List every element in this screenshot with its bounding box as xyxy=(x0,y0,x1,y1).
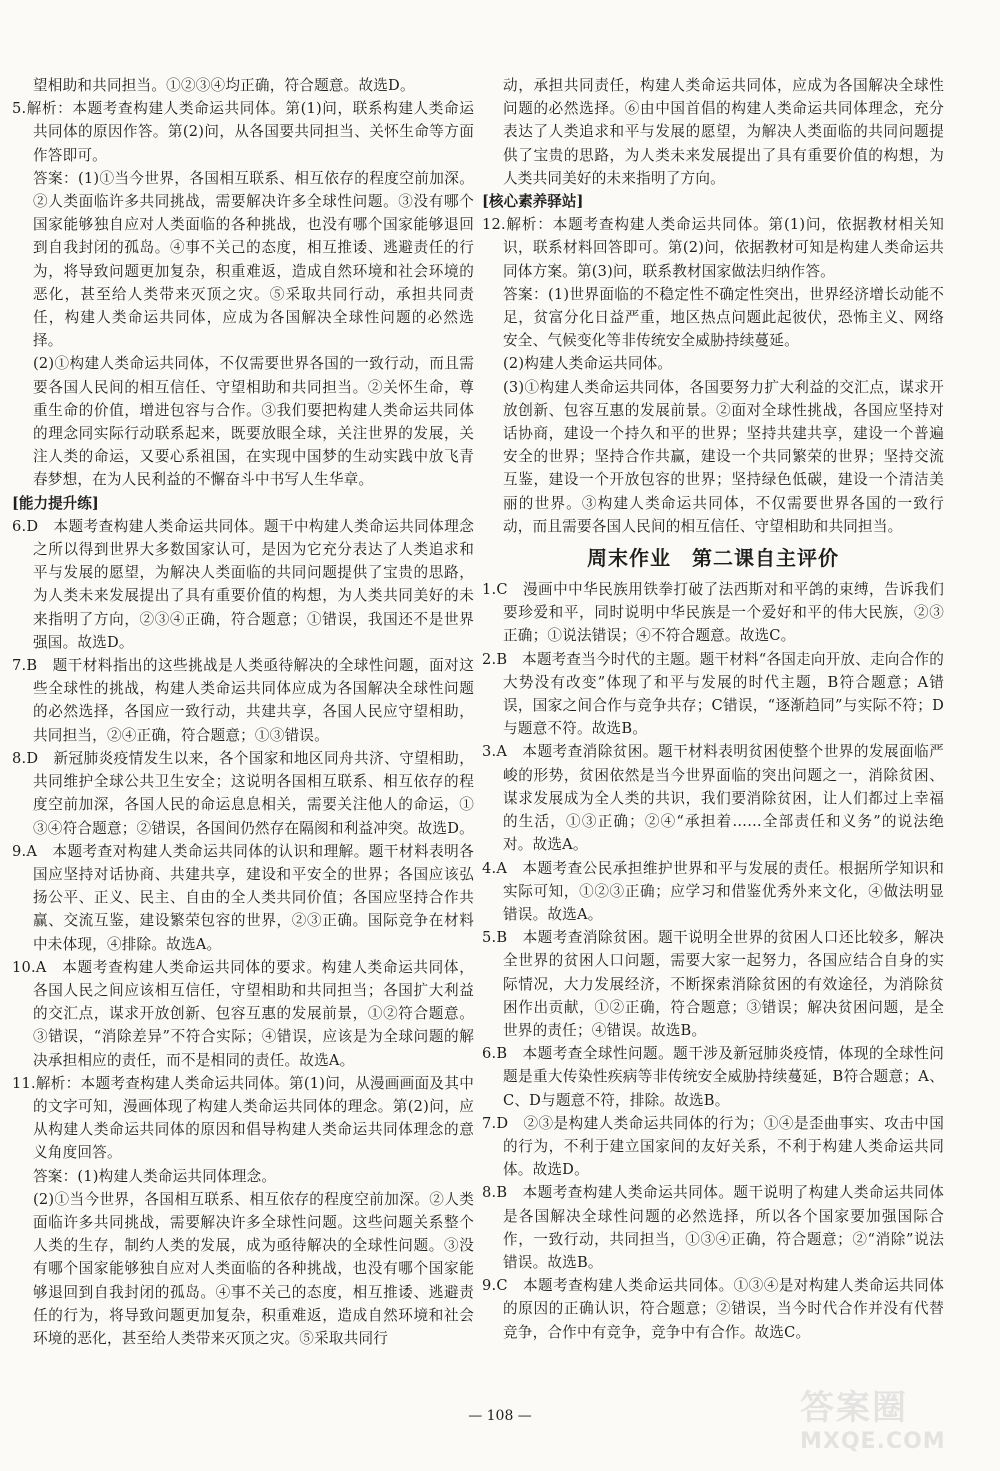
answer-paragraph: 8.B 本题考查构建人类命运共同体。题干说明了构建人类命运共同体是各国解决全球性问题的必然选择，所以各个国家要加强国际合作，一致行动，共同担当，①③④正确，符合题意；②“消除”说法错误。故选B。 xyxy=(482,1184,944,1271)
answer-paragraph: 9.A 本题考查对构建人类命运共同体的认识和理解。题干材料表明各国应坚持对话协商、共建共享，建设和平安全的世界；各国应该弘扬公平、正义、民主、自由的全人类共同价值；各国应坚持合作共赢、交流互鉴，建设繁荣包容的世界，②③正确。国际竞争在材料中未体现，④排除。故选A。 xyxy=(12,842,474,953)
answer-paragraph: (3)①构建人类命运共同体，各国要努力扩大利益的交汇点，谋求开放创新、包容互惠的发展前景。②面对全球性挑战，各国应坚持对话协商，建设一个持久和平的世界；坚持共建共享，建设一个普遍安全的世界；坚持合作共赢，建设一个共同繁荣的世界；坚持交流互鉴，建设一个开放包容的世界；坚持绿色低碳，建设一个清洁美丽的世界。③构建人类命运共同体，不仅需要世界各国的一致行动，而且需要各国人民间的相互信任、守望相助和共同担当。 xyxy=(503,378,944,535)
answer-paragraph: 9.C 本题考查构建人类命运共同体。①③④是对构建人类命运共同体的原因的正确认识，符合题意；②错误，当今时代合作并没有代替竞争，合作中有竞争，竞争中有合作。故选C。 xyxy=(482,1277,944,1341)
answer-paragraph: 12.解析：本题考查构建人类命运共同体。第(1)问，依据教材相关知识，联系材料回答即可。第(2)问，依据教材可知是构建人类命运共同体方案。第(3)问，联系教材国家做法归纳作答。 xyxy=(482,216,944,280)
answer-paragraph: 4.A 本题考查公民承担维护世界和平与发展的责任。根据所学知识和实际可知，①②③正确；应学习和借鉴优秀外来文化，④做法明显错误。故选A。 xyxy=(482,859,944,923)
answer-paragraph: 答案：(1)世界面临的不稳定性不确定性突出，世界经济增长动能不足，贫富分化日益严重，地区热点问题此起彼伏，恐怖主义、网络安全、气候变化等非传统安全威胁持续蔓延。 xyxy=(503,285,944,350)
answer-paragraph: 5.解析：本题考查构建人类命运共同体。第(1)问，联系构建人类命运共同体的原因作答。第(2)问，从各国要共同担当、关怀生命等方面作答即可。 xyxy=(12,100,474,164)
watermark-logo xyxy=(800,1380,990,1464)
right-column xyxy=(482,74,944,1344)
answer-paragraph: 1.C 漫画中中华民族用铁拳打破了法西斯对和平鸽的束缚，告诉我们要珍爱和平，同时说明中华民族是一个爱好和平的伟大民族，②③正确；①说法错误；④不符合题意。故选C。 xyxy=(482,581,944,645)
answer-paragraph: 7.B 题干材料指出的这些挑战是人类亟待解决的全球性问题，面对这些全球性的挑战，构建人类命运共同体应成为各国解决全球性问题的必然选择，各国应一致行动，共建共享，各国人民应守望相助，共同担当，②④正确，符合题意；①③错误。 xyxy=(12,657,474,744)
answer-paragraph: 6.B 本题考查全球性问题。题干涉及新冠肺炎疫情，体现的全球性问题是重大传染性疾病等非传统安全威胁持续蔓延，B符合题意；A、C、D与题意不符，排除。故选B。 xyxy=(482,1045,944,1109)
answer-paragraph: 8.D 新冠肺炎疫情发生以来，各个国家和地区同舟共济、守望相助，共同维护全球公共卫生安全；这说明各国相互联系、相互依存的程度空前加深，各国人民的命运息息相关，需要关注他人的命运，①③④符合题意；②错误，各国间仍然存在隔阂和利益冲突。故选D。 xyxy=(12,749,474,837)
answer-paragraph: 2.B 本题考查当今时代的主题。题干材料“各国走向开放、走向合作的大势没有改变”体现了和平与发展的时代主题，B符合题意；A错误，国家之间合作与竞争共存；C错误，“逐渐趋同”与实际不符；D与题意不符。故选B。 xyxy=(482,650,944,738)
watermark-bottom: MXQE.COM xyxy=(800,1429,946,1454)
answer-paragraph: 3.A 本题考查消除贫困。题干材料表明贫困使整个世界的发展面临严峻的形势，贫困依然是当今世界面临的突出问题之一，消除贫困、谋求发展成为全人类的共识，我们要消除贫困，让人们都过上幸福的生活，①③正确；②④“承担着……全部责任和义务”的说法绝对。故选A。 xyxy=(482,743,944,854)
left-column xyxy=(12,74,474,1350)
answer-paragraph: 5.B 本题考查消除贫困。题干说明全世界的贫困人口还比较多，解决全世界的贫困人口问题，需要大家一起努力，各国应结合自身的实际情况，大力发展经济，不断探索消除贫困的有效途径，为消除贫困作出贡献，①②正确，符合题意；③错误；解决贫困问题，是全世界的责任；④错误。故选B。 xyxy=(482,929,944,1039)
answer-paragraph: (2)①当今世界，各国相互联系、相互依存的程度空前加深。②人类面临许多共同挑战，需要解决许多全球性问题。这些问题关系整个人类的生存，制约人类的发展，成为亟待解决的全球性问题。③没有哪个国家能够独自应对人类面临的各种挑战，也没有哪个国家能够退回到自我封闭的孤岛。④事不关己的态度，相互推诿、逃避责任的行为，将导致问题更加复杂，积重难返，造成自然环境和社会环境的恶化，甚至给人类带来灭顶之灾。⑤采取共同行 xyxy=(33,1190,474,1347)
page-number: — 108 — xyxy=(468,1408,532,1424)
answer-paragraph: (2)①构建人类命运共同体，不仅需要世界各国的一致行动，而且需要各国人民间的相互信任、守望相助和共同担当。②关怀生命，尊重生命的价值，增进包容与合作。③我们要把构建人类命运共同体的理念同实际行动联系起来，既要放眼全球，关注世界的发展，关注人类的命运，又要心系祖国，在实现中国梦的生动实践中放飞青春梦想，在为人民利益的不懈奋斗中书写人生华章。 xyxy=(33,355,474,489)
section-heading: [能力提升练] xyxy=(12,494,99,512)
weekend-homework-title: 周末作业 第二课自主评价 xyxy=(587,546,839,571)
answer-paragraph: 11.解析：本题考查构建人类命运共同体。第(1)问，从漫画画面及其中的文字可知，漫画体现了构建人类命运共同体的理念。第(2)问，应从构建人类命运共同体的原因和倡导构建人类命运共同体理念的意义角度回答。 xyxy=(12,1074,474,1162)
watermark-top: 答案圈 xyxy=(800,1388,908,1428)
answer-paragraph: 7.D ②③是构建人类命运共同体的行为；①④是歪曲事实、攻击中国的行为，不利于建立国家间的友好关系，不利于构建人类命运共同体。故选D。 xyxy=(482,1114,944,1179)
section-heading: [核心素养驿站] xyxy=(482,193,584,211)
answer-paragraph: 答案：(1)①当今世界，各国相互联系、相互依存的程度空前加深。②人类面临许多共同挑战，需要解决许多全球性问题。③没有哪个国家能够独自应对人类面临的各种挑战，也没有哪个国家能够退回到自我封闭的孤岛。④事不关己的态度，相互推诿、逃避责任的行为，将导致问题更加复杂，积重难返，造成自然环境和社会环境的恶化，甚至给人类带来灭顶之灾。⑤采取共同行动，承担共同责任，构建人类命运共同体，应成为各国解决全球性问题的必然选择。 xyxy=(33,169,474,350)
answer-paragraph: 10.A 本题考查构建人类命运共同体的要求。构建人类命运共同体，各国人民之间应该相互信任，守望相助和共同担当；各国扩大利益的交汇点，谋求开放创新、包容互惠的发展前景，①②符合题意。③错误，“消除差异”不符合实际；④错误，应该是为全球问题的解决承担相应的责任，而不是相同的责任。故选A。 xyxy=(12,958,474,1069)
answer-paragraph: 6.D 本题考查构建人类命运共同体。题干中构建人类命运共同体理念之所以得到世界大多数国家认可，是因为它充分表达了人类追求和平与发展的愿望，为解决人类面临的共同问题提供了宝贵的思路，为人类未来发展提出了具有重要价值的构想，为人类共同美好的未来指明了方向，②③④正确，符合题意；①错误，我国还不是世界强国。故选D。 xyxy=(12,517,474,651)
answer-paragraph: 望相助和共同担当。①②③④均正确，符合题意。故选D。 xyxy=(33,77,415,94)
answer-paragraph: 动，承担共同责任，构建人类命运共同体，应成为各国解决全球性问题的必然选择。⑥由中国首倡的构建人类命运共同体理念，充分表达了人类追求和平与发展的愿望，为解决人类面临的共同问题提供了宝贵的思路，为人类未来发展提出了具有重要价值的构想，为人类共同美好的未来指明了方向。 xyxy=(503,77,944,187)
answer-paragraph: (2)构建人类命运共同体。 xyxy=(503,355,673,373)
answer-paragraph: 答案：(1)构建人类命运共同体理念。 xyxy=(33,1167,277,1185)
